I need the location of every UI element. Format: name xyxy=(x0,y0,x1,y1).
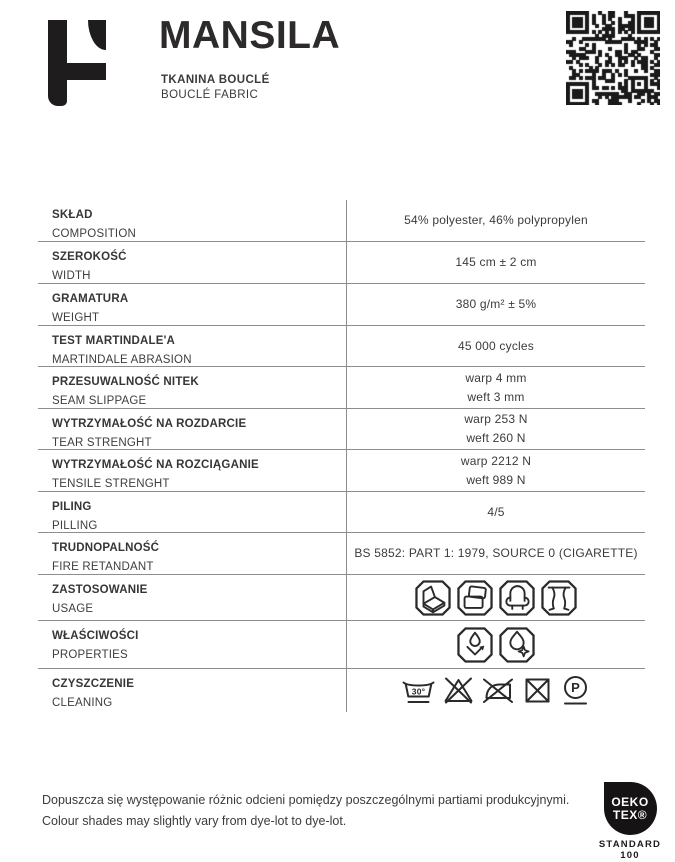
value-text: 45 000 cycles xyxy=(458,338,534,353)
fabric-subtitle xyxy=(161,73,270,103)
oeko-tex-badge xyxy=(596,782,664,861)
row-label-en: CLEANING xyxy=(52,697,113,709)
row-label xyxy=(38,575,347,620)
value-text: weft 260 N xyxy=(466,431,526,445)
row-value xyxy=(347,575,645,620)
table-row xyxy=(38,366,645,408)
curtains-icon xyxy=(540,579,578,617)
row-value xyxy=(347,621,645,668)
fabric-type-en: BOUCLÉ FABRIC xyxy=(161,89,259,101)
row-label xyxy=(38,669,347,712)
svg-text:30°: 30° xyxy=(411,686,426,697)
table-row xyxy=(38,408,645,449)
row-label-pl: PRZESUWALNOŚĆ NITEK xyxy=(52,376,199,388)
table-row xyxy=(38,200,645,241)
row-value xyxy=(347,492,645,532)
row-label-pl: SZEROKOŚĆ xyxy=(52,251,127,263)
spec-table xyxy=(38,200,645,712)
armchair-icon xyxy=(498,579,536,617)
value-text: weft 989 N xyxy=(466,472,526,487)
page-title: MANSILA xyxy=(159,14,341,57)
oeko-tex-drop-logo xyxy=(604,782,657,835)
value-text: warp 4 mm xyxy=(465,370,527,385)
qr-code xyxy=(566,11,660,105)
value-text: 54% polyester, 46% polypropylen xyxy=(404,213,588,227)
value-text: 4/5 xyxy=(487,504,505,519)
icon-strip xyxy=(401,674,591,707)
table-row xyxy=(38,283,645,325)
row-value xyxy=(347,242,645,283)
row-label xyxy=(38,367,347,408)
row-label-pl: SKŁAD xyxy=(52,209,93,221)
row-label-pl: TEST MARTINDALE'A xyxy=(52,335,176,347)
row-label xyxy=(38,492,347,532)
row-label xyxy=(38,621,347,668)
row-label-en: FIRE RETANDANT xyxy=(52,561,154,573)
row-label xyxy=(38,242,347,283)
row-label-pl: ZASTOSOWANIE xyxy=(52,584,148,596)
row-label-en: TEAR STRENGHT xyxy=(52,437,152,449)
oeko-standard-label xyxy=(596,839,664,861)
value-text: 145 cm ± 2 cm xyxy=(455,255,537,269)
table-row xyxy=(38,241,645,283)
row-value xyxy=(347,450,645,491)
fabric-type-pl: TKANINA BOUCLÉ xyxy=(161,74,270,86)
footer-note xyxy=(42,792,569,830)
oeko-text: OEKO xyxy=(611,794,649,809)
row-label xyxy=(38,409,347,449)
row-label-en: USAGE xyxy=(52,603,94,615)
row-value xyxy=(347,533,645,574)
brand-logo xyxy=(48,20,106,106)
footer-note-pl: Dopuszcza się występowanie różnic odcieni pomiędzy poszczególnymi partiami produkcyjnymi. xyxy=(42,793,570,807)
row-label xyxy=(38,533,347,574)
value-text: BS 5852: PART 1: 1979, SOURCE 0 (CIGARETTE) xyxy=(354,546,638,560)
row-label-pl: WYTRZYMAŁOŚĆ NA ROZDARCIE xyxy=(52,418,247,430)
row-value xyxy=(347,326,645,366)
row-label xyxy=(38,450,347,491)
do-not-bleach-icon xyxy=(443,675,474,706)
row-value xyxy=(347,409,645,449)
value-text: warp 253 N xyxy=(464,412,528,426)
tex-text: TEX® xyxy=(612,807,648,822)
cushions-icon xyxy=(456,579,494,617)
wash-30-icon xyxy=(401,675,436,706)
value-text: weft 3 mm xyxy=(467,389,525,404)
row-label-pl: WŁAŚCIWOŚCI xyxy=(52,630,139,642)
do-not-iron-icon xyxy=(481,675,515,706)
table-row xyxy=(38,325,645,366)
row-label-en: COMPOSITION xyxy=(52,228,136,240)
table-row xyxy=(38,532,645,574)
do-not-tumble-dry-icon xyxy=(522,675,553,706)
row-value xyxy=(347,284,645,325)
logo-apostrophe xyxy=(88,20,106,50)
row-label-en: WEIGHT xyxy=(52,312,100,324)
row-label-en: PROPERTIES xyxy=(52,649,128,661)
row-value xyxy=(347,669,645,712)
icon-strip xyxy=(456,626,536,664)
row-label-en: WIDTH xyxy=(52,270,91,282)
row-label xyxy=(38,284,347,325)
row-label-en: SEAM SLIPPAGE xyxy=(52,395,147,407)
table-row xyxy=(38,491,645,532)
svg-text:P: P xyxy=(571,680,580,696)
table-row xyxy=(38,449,645,491)
row-label-en: TENSILE STRENGHT xyxy=(52,478,170,490)
row-label xyxy=(38,326,347,366)
row-label-pl: GRAMATURA xyxy=(52,293,129,305)
dry-clean-p-icon xyxy=(560,674,591,707)
easy-clean-icon xyxy=(498,626,536,664)
value-text: 380 g/m² ± 5% xyxy=(455,297,537,311)
logo-horizontal-bar xyxy=(56,63,106,80)
row-label-pl: PILING xyxy=(52,501,92,513)
row-label-pl: TRUDNOPALNOŚĆ xyxy=(52,542,160,554)
row-label-en: MARTINDALE ABRASION xyxy=(52,354,192,366)
row-value xyxy=(347,367,645,408)
icon-strip xyxy=(414,579,578,617)
table-row xyxy=(38,574,645,620)
value-text: warp 2212 N xyxy=(460,453,532,468)
row-label xyxy=(38,200,347,241)
footer-note-en: Colour shades may slightly vary from dye-lot to dye-lot. xyxy=(42,814,347,828)
row-label-pl: CZYSZCZENIE xyxy=(52,678,135,690)
row-label-en: PILLING xyxy=(52,520,98,532)
row-value xyxy=(347,200,645,241)
standard-text: STANDARD xyxy=(598,839,662,850)
row-label-pl: WYTRZYMAŁOŚĆ NA ROZCIĄGANIE xyxy=(52,459,259,471)
table-row xyxy=(38,620,645,668)
table-row xyxy=(38,668,645,712)
standard-number: 100 xyxy=(620,850,640,861)
sofa-bed-icon xyxy=(414,579,452,617)
water-repellent-icon xyxy=(456,626,494,664)
